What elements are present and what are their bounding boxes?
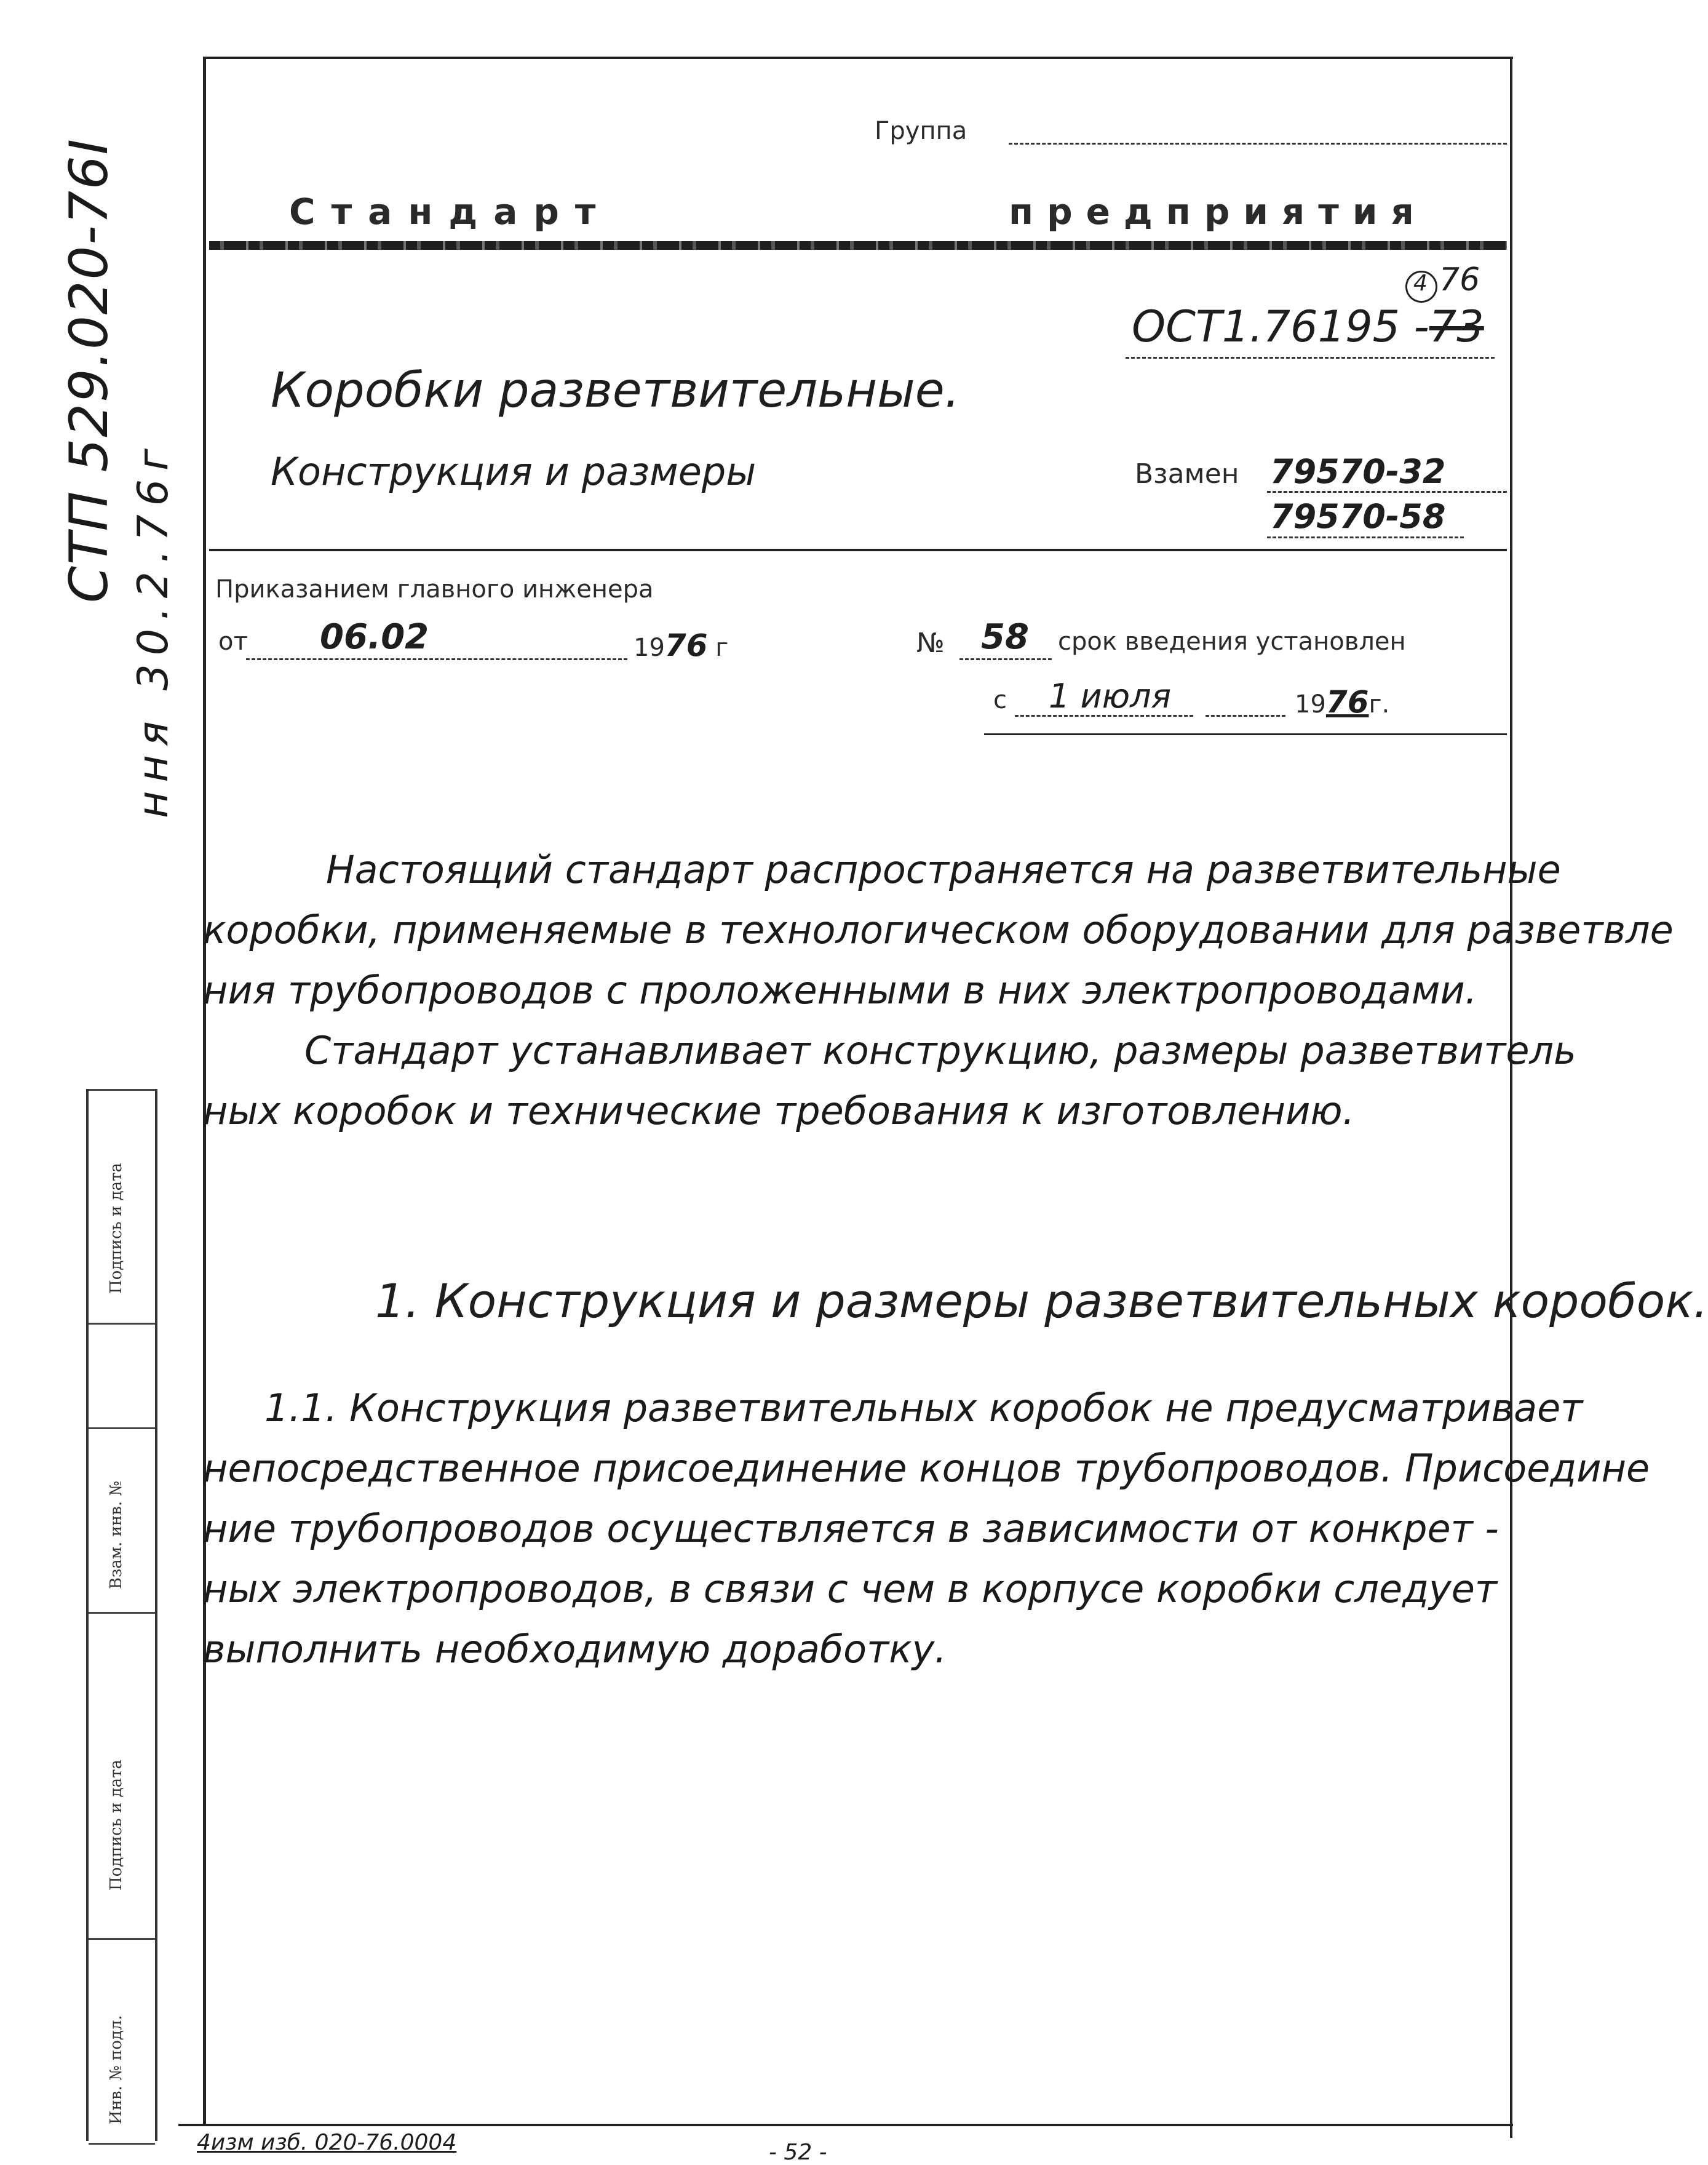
section-line: 1.1. Конструкция разветвительных коробок не предусматривает [264, 1386, 1583, 1430]
section-paragraph [203, 1378, 1650, 1680]
order-year-value: 76 [664, 628, 708, 663]
standard-designation [1132, 301, 1484, 352]
stamp-cell [89, 1938, 155, 2145]
header-thick-rule [209, 241, 1507, 250]
replaces-line-2 [1267, 536, 1464, 538]
order-from-label: от [218, 628, 248, 656]
order-year [634, 628, 728, 663]
frame-bottom-border [178, 2124, 1513, 2126]
order-divider [984, 733, 1507, 735]
start-year-prefix: 19 [1295, 690, 1326, 719]
start-year-suffix: г. [1368, 690, 1390, 719]
intro-paragraph [203, 840, 1674, 1141]
standard-right-title: предприятия [1009, 191, 1428, 233]
change-mark-number: 4 [1413, 271, 1428, 296]
intro-line: ния трубопроводов с проложенными в них электропроводами. [203, 968, 1477, 1013]
start-date: 1 июля [1049, 677, 1172, 716]
intro-line: коробки, применяемые в технологическом оборудовании для разветвле [203, 907, 1674, 952]
start-date-line [1015, 715, 1193, 717]
stamp-cell [89, 1612, 155, 1940]
order-number-line [959, 658, 1052, 660]
designation-year-new: 76 [1439, 261, 1480, 298]
order-number-label: № [916, 628, 945, 659]
designation-prefix: ОСТ1.76195 - [1132, 301, 1429, 352]
order-date-line [246, 658, 627, 660]
section-heading: 1. Конструкция и размеры разветвительных коробок. [375, 1274, 1708, 1328]
designation-underline [1126, 357, 1495, 359]
approval-stamp-column [86, 1089, 157, 2141]
intro-line: ных коробок и технические требования к изготовлению. [203, 1088, 1355, 1133]
start-from-label: с [993, 686, 1007, 714]
standard-left-title: Стандарт [289, 191, 612, 233]
document-title: Коробки разветвительные. [271, 363, 960, 418]
footer-change-note: 4изм изб. 020-76.0004 [197, 2130, 457, 2155]
replaces-line-1 [1267, 491, 1507, 493]
replaces-label: Взамен [1135, 458, 1239, 490]
start-year-line [1206, 715, 1285, 717]
document-subtitle: Конструкция и размеры [271, 449, 757, 494]
start-year-value: 76 [1325, 684, 1369, 720]
section-line: выполнить необходимую доработку. [203, 1627, 947, 1672]
order-year-suffix: г [715, 634, 729, 662]
order-date: 06.02 [320, 617, 429, 657]
order-number: 58 [981, 617, 1029, 657]
section-line: ных электропроводов, в связи с чем в корпусе коробки следует [203, 1566, 1497, 1611]
stamp-cell [89, 1323, 155, 1429]
margin-handwritten-note: ння 30.2.76г [129, 440, 178, 818]
designation-year-old: 73 [1429, 301, 1484, 352]
page-number: - 52 - [769, 2140, 827, 2165]
intro-line: Стандарт устанавливает конструкцию, размеры разветвитель [304, 1028, 1576, 1073]
start-year [1295, 684, 1389, 720]
term-label: срок введения установлен [1058, 628, 1406, 656]
replaces-value-2: 79570-58 [1270, 497, 1446, 536]
stamp-label: Инв. № подл. [107, 2015, 125, 2124]
stamp-cell [89, 1427, 155, 1614]
order-year-prefix: 19 [634, 634, 665, 662]
intro-line: Настоящий стандарт распространяется на разветвительные [326, 847, 1561, 892]
group-field-line [1009, 143, 1507, 145]
section-line: непосредственное присоединение концов трубопроводов. Присоедине [203, 1446, 1650, 1491]
stamp-cell [89, 1089, 155, 1325]
stamp-label: Подпись и дата [107, 1163, 125, 1294]
group-label: Группа [875, 117, 967, 145]
margin-document-code: СТП 529.020-76I [58, 137, 120, 603]
section-line: ние трубопроводов осуществляется в зависимости от конкрет - [203, 1506, 1499, 1551]
header-divider [209, 549, 1507, 551]
stamp-label: Подпись и дата [107, 1760, 125, 1891]
order-label: Приказанием главного инженера [215, 575, 654, 604]
replaces-value-1: 79570-32 [1270, 452, 1446, 491]
stamp-label: Взам. инв. № [107, 1481, 125, 1589]
frame-top-border [203, 57, 1513, 59]
